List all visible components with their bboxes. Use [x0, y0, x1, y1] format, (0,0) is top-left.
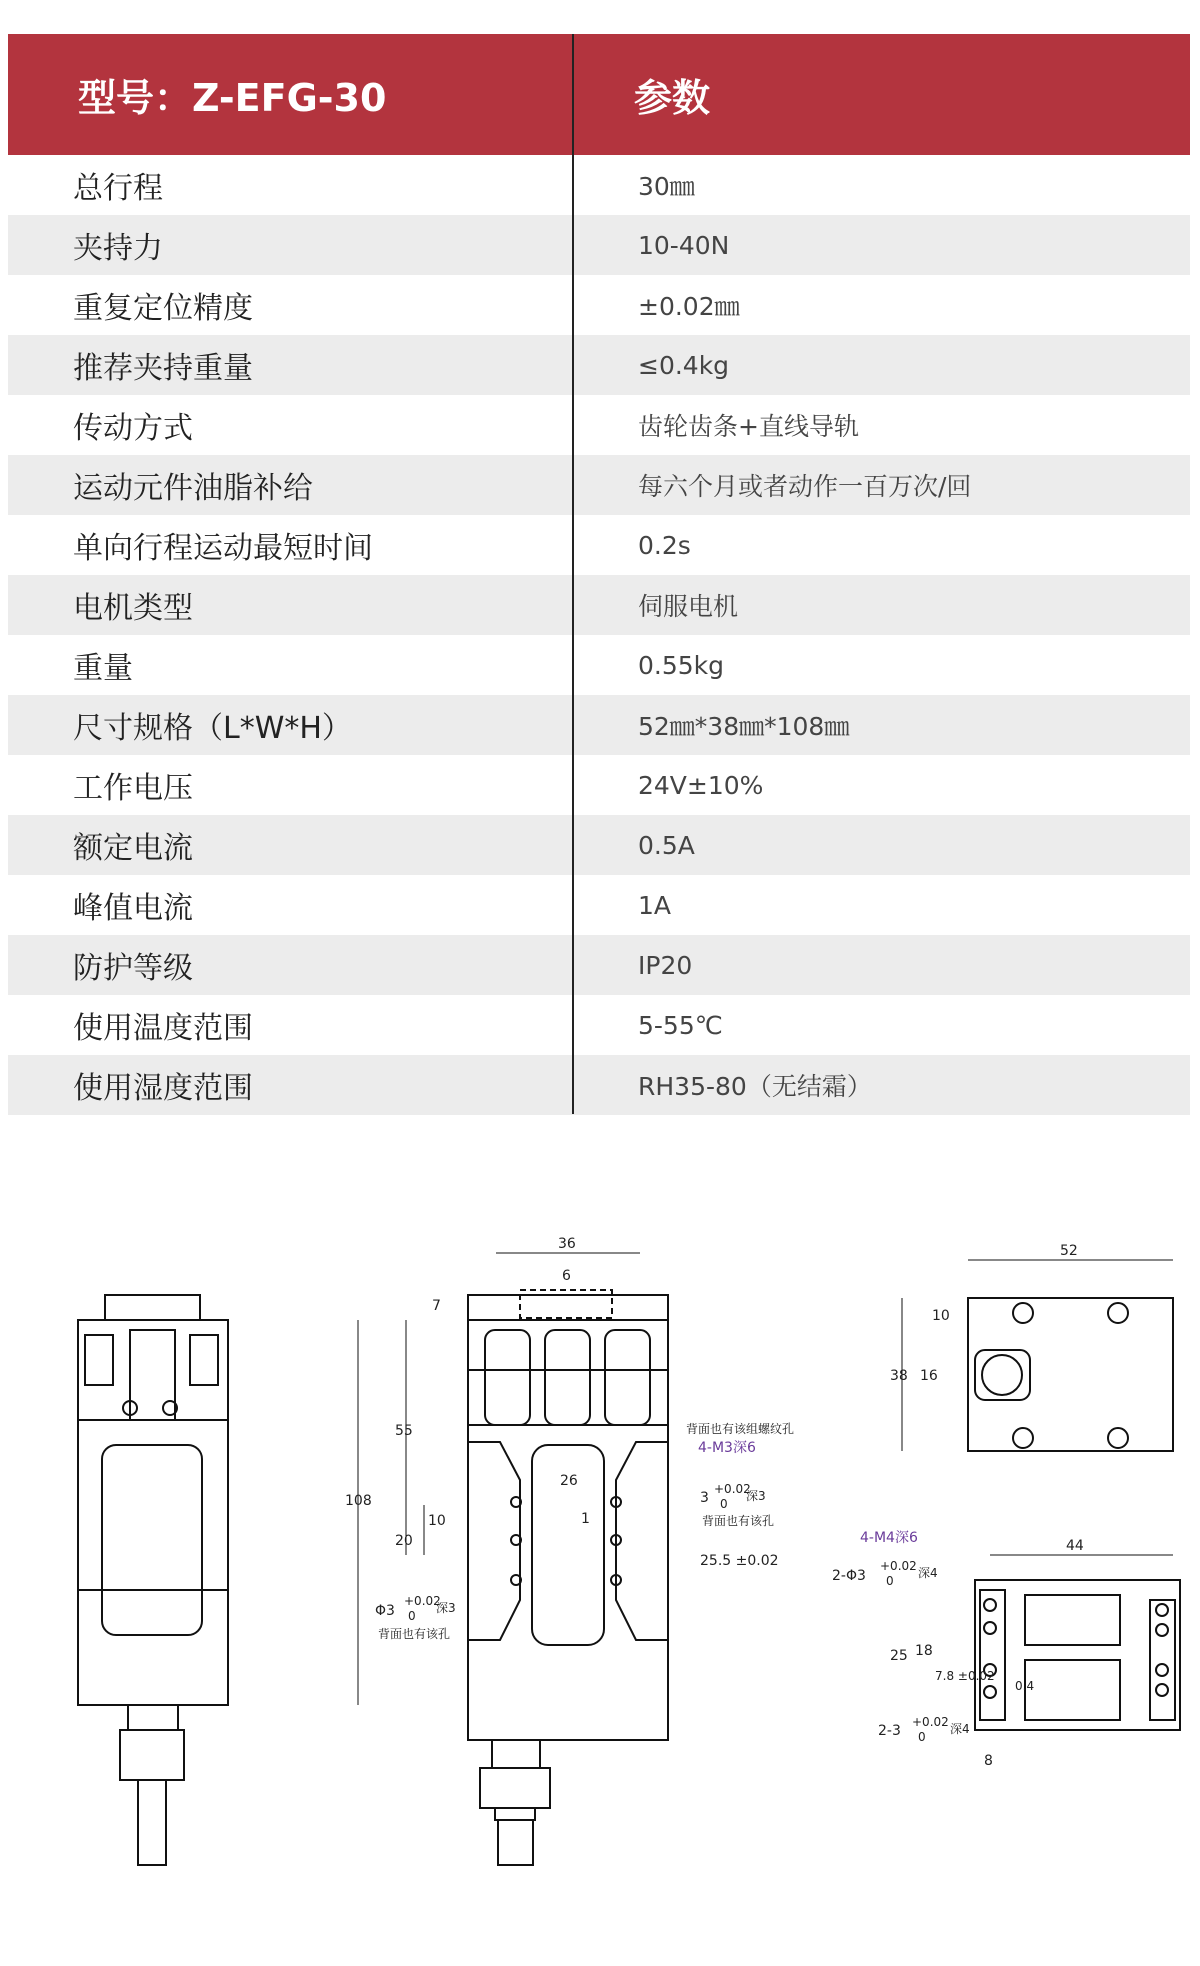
dim-20: 20 [395, 1533, 413, 1549]
param-name: 电机类型 [73, 591, 193, 626]
params-header: 参数 [634, 76, 711, 120]
param-value: 30㎜ [638, 172, 695, 201]
dim-38: 38 [890, 1368, 908, 1384]
param-name: 峰值电流 [73, 891, 193, 926]
hole-right-tol-low: 0 [720, 1497, 728, 1511]
table-row [8, 1055, 1190, 1115]
table-row [8, 635, 1190, 695]
param-value: 每六个月或者动作一百万次/回 [638, 472, 972, 501]
technical-drawings [0, 1180, 1200, 1880]
side-view-drawing [78, 1295, 228, 1865]
param-value: 伺服电机 [638, 592, 739, 621]
dim-108: 108 [345, 1493, 372, 1509]
dim-10-top: 10 [932, 1308, 950, 1324]
param-name: 使用温度范围 [73, 1011, 253, 1046]
param-value: 0.2s [638, 530, 691, 560]
table-row [8, 155, 1190, 215]
bottom-side-view-drawing [975, 1555, 1180, 1730]
thread-spec: 4-M3深6 [698, 1440, 756, 1456]
table-row [8, 215, 1190, 275]
table-row [8, 995, 1190, 1055]
hole-left-tol-low: 0 [408, 1609, 416, 1623]
dim-44: 44 [1066, 1538, 1084, 1554]
table-row [8, 515, 1190, 575]
table-row [8, 875, 1190, 935]
spec-table [8, 34, 1190, 1115]
thread-spec-side: 4-M4深6 [860, 1530, 918, 1546]
dim-26: 26 [560, 1473, 578, 1489]
param-name: 传动方式 [73, 411, 193, 446]
param-value: 52㎜*38㎜*108㎜ [638, 712, 850, 741]
hole-left-depth: 深3 [436, 1601, 456, 1615]
table-row [8, 575, 1190, 635]
note-back-threads: 背面也有该组螺纹孔 [686, 1422, 795, 1436]
dim-0-4: 0.4 [1015, 1679, 1035, 1693]
param-name: 重量 [73, 651, 133, 686]
param-value: 5-55℃ [638, 1010, 723, 1040]
table-row [8, 455, 1190, 515]
table-row [8, 815, 1190, 875]
param-name: 运动元件油脂补给 [73, 471, 313, 506]
table-row [8, 335, 1190, 395]
hole-left-spec: Φ3 [375, 1603, 395, 1619]
front-view-drawing [358, 1253, 668, 1865]
param-value: 齿轮齿条+直线导轨 [638, 412, 859, 441]
param-name: 防护等级 [73, 951, 193, 986]
dim-6: 6 [562, 1268, 571, 1284]
hole-right-spec: 3 [700, 1490, 709, 1506]
table-row [8, 935, 1190, 995]
param-value: 0.55kg [638, 650, 725, 680]
param-value: RH35-80（无结霜） [638, 1072, 872, 1101]
hole1-depth: 深4 [918, 1566, 938, 1580]
hole2-tol-up: +0.02 [912, 1715, 949, 1729]
dim-7: 7 [432, 1298, 441, 1314]
table-row [8, 275, 1190, 335]
column-divider [572, 34, 574, 1114]
param-name: 夹持力 [73, 231, 163, 266]
param-name: 总行程 [73, 171, 163, 206]
hole2-tol-low: 0 [918, 1730, 926, 1744]
table-row [8, 755, 1190, 815]
note-back-holes-right: 背面也有该孔 [702, 1514, 775, 1528]
dim-25: 25 [890, 1648, 908, 1664]
model-header: 型号：Z-EFG-30 [78, 76, 387, 120]
dim-25-5: 25.5 ±0.02 [700, 1553, 779, 1569]
hole-left-tol-up: +0.02 [404, 1594, 441, 1608]
hole1-spec: 2-Φ3 [832, 1568, 866, 1584]
param-value: ±0.02㎜ [638, 292, 740, 321]
dim-18: 18 [915, 1643, 933, 1659]
hole1-tol-low: 0 [886, 1574, 894, 1588]
param-value: 24V±10% [638, 770, 764, 800]
dim-1: 1 [581, 1511, 590, 1527]
hole1-tol-up: +0.02 [880, 1559, 917, 1573]
note-back-holes: 背面也有该孔 [378, 1627, 451, 1641]
dim-55: 55 [395, 1423, 413, 1439]
dim-7-8: 7.8 ±0.02 [935, 1669, 995, 1683]
param-name: 推荐夹持重量 [73, 351, 253, 386]
dim-16: 16 [920, 1368, 938, 1384]
table-header [8, 34, 1190, 155]
param-name: 额定电流 [73, 831, 193, 866]
param-value: 10-40N [638, 230, 730, 260]
param-value: ≤0.4kg [638, 350, 730, 380]
table-row [8, 695, 1190, 755]
param-name: 重复定位精度 [73, 291, 253, 326]
hole-right-depth: 深3 [746, 1489, 766, 1503]
dim-8: 8 [984, 1753, 993, 1769]
table-row [8, 395, 1190, 455]
dim-52: 52 [1060, 1243, 1078, 1259]
param-value: 1A [638, 890, 672, 920]
hole-right-tol-up: +0.02 [714, 1482, 751, 1496]
hole2-depth: 深4 [950, 1722, 970, 1736]
top-view-drawing [902, 1260, 1173, 1451]
param-name: 工作电压 [73, 771, 193, 806]
dim-10: 10 [428, 1513, 446, 1529]
param-value: IP20 [638, 950, 693, 980]
param-name: 单向行程运动最短时间 [73, 531, 373, 566]
param-value: 0.5A [638, 830, 695, 860]
param-name: 尺寸规格（L*W*H） [73, 711, 352, 746]
hole2-spec: 2-3 [878, 1723, 901, 1739]
param-name: 使用湿度范围 [73, 1071, 253, 1106]
dim-36: 36 [558, 1236, 576, 1252]
